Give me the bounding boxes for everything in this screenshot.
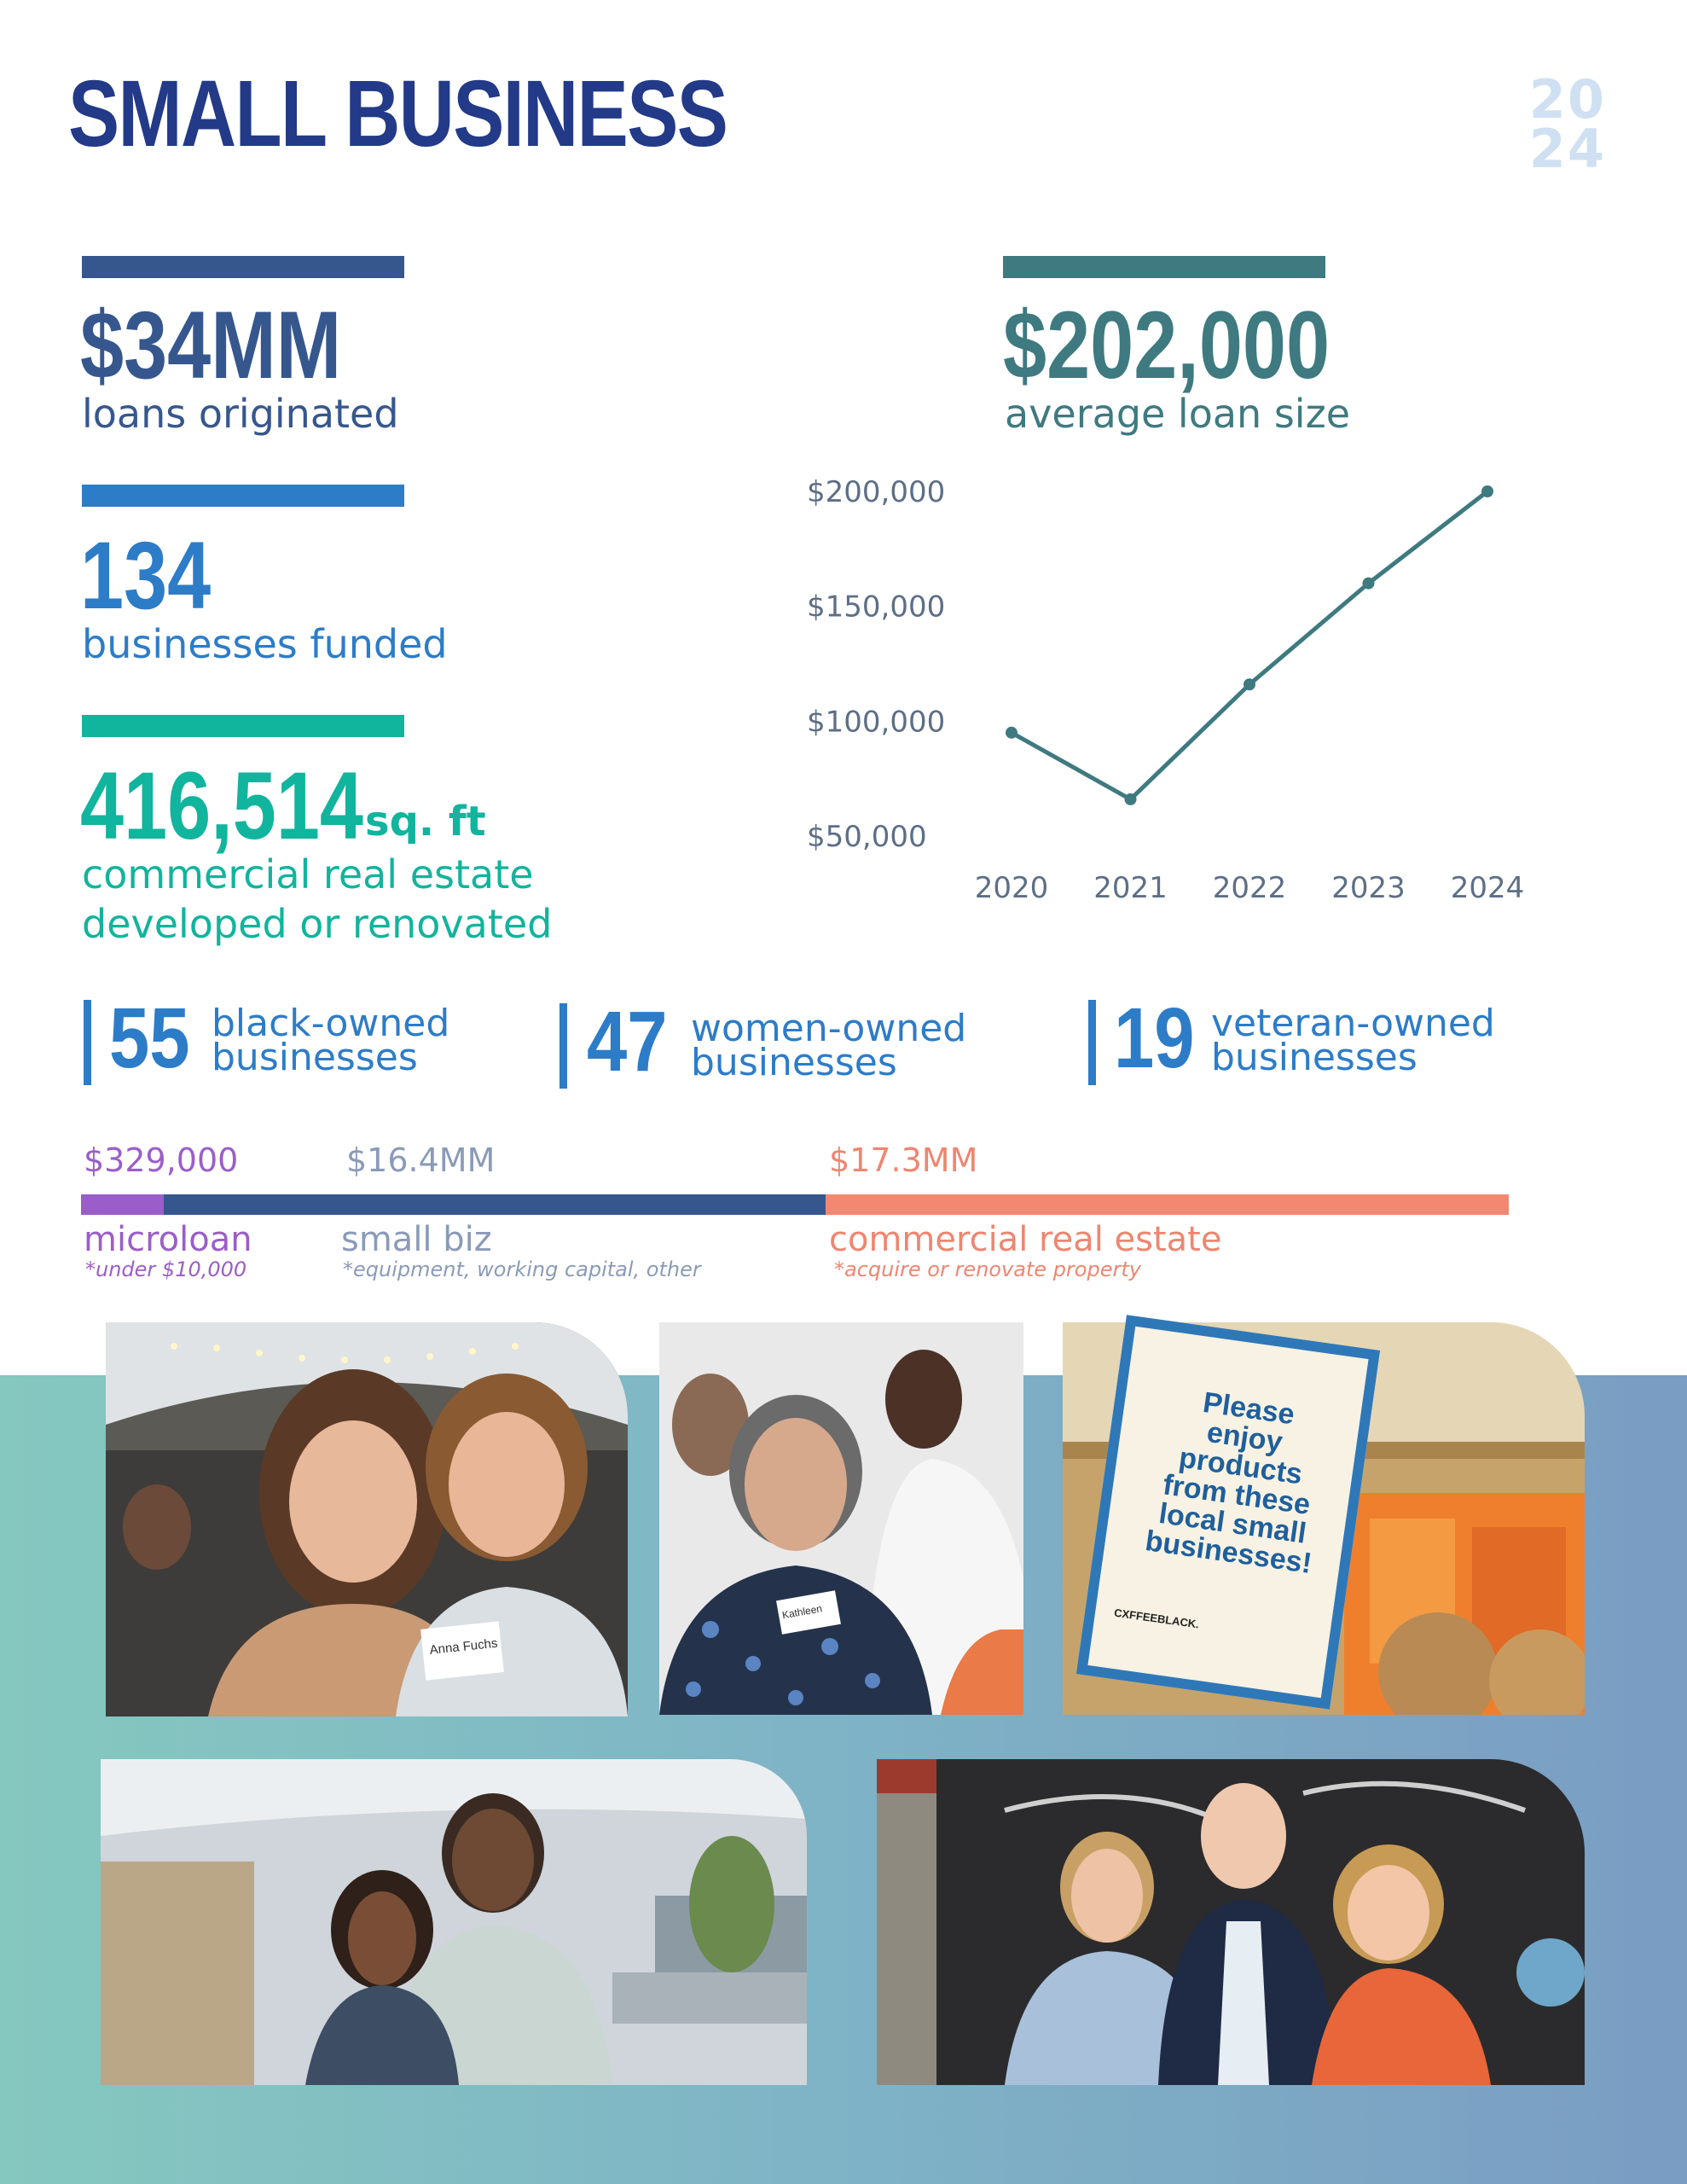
smallbiz-segment xyxy=(164,1194,826,1215)
smallbiz-label: small biz xyxy=(341,1220,492,1259)
photo-couple-tent xyxy=(101,1759,807,2085)
women-owned-line2: businesses xyxy=(691,1041,897,1084)
women-owned-bar xyxy=(559,1003,567,1089)
microloan-segment xyxy=(81,1194,164,1215)
microloan-amount: $329,000 xyxy=(84,1141,239,1179)
photo-woman-smiling xyxy=(659,1322,1023,1715)
veteran-owned-line2: businesses xyxy=(1211,1036,1417,1079)
x-tick-label: 2021 xyxy=(1093,871,1168,905)
badge-text-1: Anna Fuchs xyxy=(428,1635,499,1658)
y-tick-label: $150,000 xyxy=(807,590,946,624)
chart-point-2020 xyxy=(1006,727,1017,739)
cre-label: commercial real estate xyxy=(829,1220,1222,1259)
veteran-owned-line1: veteran-owned xyxy=(1211,1002,1495,1045)
photo-three-people xyxy=(877,1759,1585,2085)
smallbiz-note: *equipment, working capital, other xyxy=(343,1258,701,1281)
store-sign-text: Please enjoy products from these local small businesses! xyxy=(1143,1385,1314,1581)
sqft-label-line1: commercial real estate xyxy=(82,851,534,897)
loans-label: loans originated xyxy=(82,391,399,437)
black-owned-line1: black-owned xyxy=(212,1002,450,1045)
store-sign-logo: CXFFEEBLACK. xyxy=(1113,1606,1200,1631)
veteran-owned-bar xyxy=(1088,1000,1096,1085)
chart-series-line xyxy=(1012,491,1487,799)
microloan-note: *under $10,000 xyxy=(85,1258,247,1281)
veteran-owned-count: 19 xyxy=(1114,990,1195,1086)
sqft-unit: sq. ft xyxy=(365,798,486,845)
avg-label: average loan size xyxy=(1005,391,1351,437)
microloan-label: microloan xyxy=(84,1220,252,1259)
avg-loan-chart xyxy=(0,0,1687,938)
cre-note: *acquire or renovate property xyxy=(834,1258,1141,1281)
cre-amount: $17.3MM xyxy=(829,1141,978,1179)
chart-point-2023 xyxy=(1363,578,1375,590)
cre-segment xyxy=(826,1194,1509,1215)
badge-text-2: Kathleen xyxy=(780,1602,823,1622)
x-tick-label: 2024 xyxy=(1450,871,1525,905)
year-top: 20 xyxy=(1528,68,1606,131)
x-tick-label: 2020 xyxy=(974,871,1049,905)
page-title: SMALL BUSINESS xyxy=(68,61,728,166)
women-owned-label xyxy=(691,1007,967,1084)
chart-point-2022 xyxy=(1244,678,1255,690)
chart-point-2024 xyxy=(1481,485,1493,497)
sqft-label-line2: developed or renovated xyxy=(82,901,553,947)
funded-value: 134 xyxy=(80,522,212,629)
veteran-owned-label xyxy=(1211,1002,1495,1079)
black-owned-line2: businesses xyxy=(212,1036,418,1079)
year-bottom: 24 xyxy=(1528,118,1606,180)
avg-value: $202,000 xyxy=(1003,292,1330,398)
black-owned-bar xyxy=(84,1000,91,1085)
loans-value: $34MM xyxy=(80,292,342,398)
chart-point-2021 xyxy=(1125,793,1137,805)
x-tick-label: 2022 xyxy=(1212,871,1287,905)
y-tick-label: $200,000 xyxy=(807,475,946,509)
black-owned-label xyxy=(212,1002,450,1079)
x-tick-label: 2023 xyxy=(1331,871,1406,905)
black-owned-count: 55 xyxy=(109,990,190,1086)
photo-two-women xyxy=(106,1322,628,1716)
store-sign xyxy=(1076,1315,1380,1710)
y-tick-label: $100,000 xyxy=(807,705,946,740)
sqft-value: 416,514 xyxy=(80,752,363,859)
smallbiz-amount: $16.4MM xyxy=(346,1141,496,1179)
women-owned-count: 47 xyxy=(587,994,668,1089)
y-tick-label: $50,000 xyxy=(807,820,927,854)
funded-label: businesses funded xyxy=(82,621,448,667)
women-owned-line1: women-owned xyxy=(691,1007,967,1050)
